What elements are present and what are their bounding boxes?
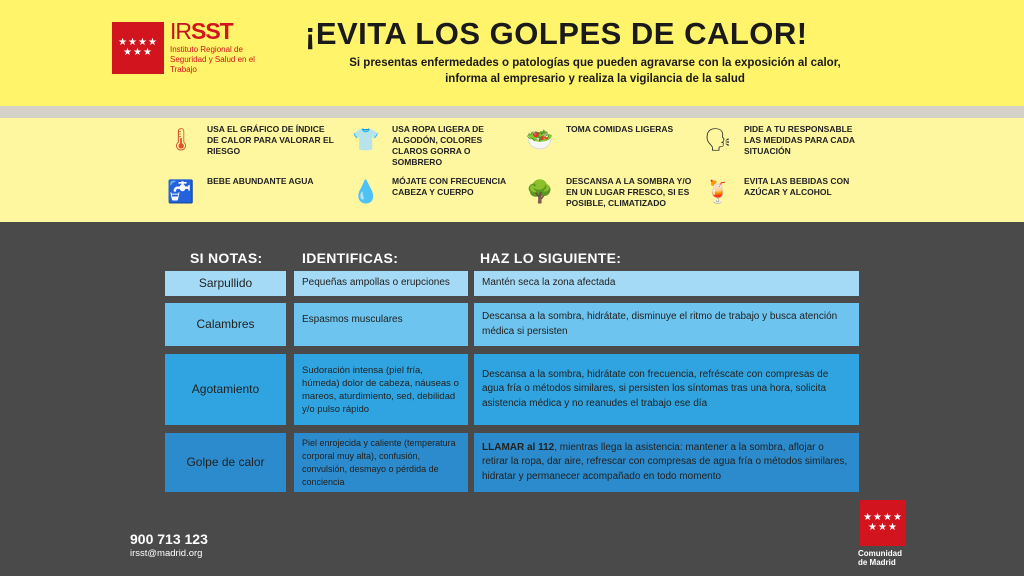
symptom-golpe-de-calor: Golpe de calor <box>165 433 286 492</box>
action-text: , mientras llega la asistencia: mantener a la sombra, aflojar o retirar la ropa, dar aire, refrescar con compresas de agua fría o métodos similares, hidratar y permanecer acompañado en todo momento <box>482 441 848 482</box>
action-text-wrap <box>482 441 851 485</box>
stars-icon: ★★★★ ★★★ <box>118 37 158 58</box>
water-drops-icon: 💧 <box>352 179 380 205</box>
comunidad-madrid-logo <box>860 500 906 546</box>
food-icon: 🥗 <box>526 127 554 153</box>
madrid-label-line-1: Comunidad <box>858 549 902 558</box>
tip-item <box>524 176 694 209</box>
action-sarpullido <box>474 271 859 296</box>
symptom-sarpullido: Sarpullido <box>165 271 286 296</box>
org-name: Instituto Regional de Seguridad y Salud en el Trabajo <box>170 45 255 74</box>
tip-item <box>524 124 694 156</box>
water-tap-icon: 🚰 <box>167 179 195 205</box>
tip-text: PIDE A TU RESPONSABLE LAS MEDIDAS PARA CADA SITUACIÓN <box>744 124 855 156</box>
tip-item <box>350 124 510 168</box>
email-address[interactable]: irsst@madrid.org <box>130 548 203 559</box>
tip-item <box>702 124 862 157</box>
comunidad-madrid-label <box>858 549 902 567</box>
tip-text: USA ROPA LIGERA DE ALGODÓN, COLORES CLAROS GORRA O SOMBRERO <box>392 124 484 167</box>
phone-number: 900 713 123 <box>130 531 208 547</box>
tip-item <box>350 176 510 208</box>
tip-item <box>165 176 335 208</box>
identify-agotamiento: Sudoración intensa (piel fría, húmeda) dolor de cabeza, náuseas o mareos, aturdimiento, sed, debilidad y/o pulso rápido <box>294 354 468 425</box>
tip-text: DESCANSA A LA SOMBRA Y/O EN UN LUGAR FRESCO, SI ES POSIBLE, CLIMATIZADO <box>566 176 692 208</box>
symptom-agotamiento: Agotamiento <box>165 354 286 425</box>
identify-golpe-de-calor: Piel enrojecida y caliente (temperatura corporal muy alta), confusión, convulsión, desmayo o pérdida de conciencia <box>294 433 468 492</box>
tip-text: BEBE ABUNDANTE AGUA <box>207 176 314 186</box>
speaking-head-icon: 🗣 <box>704 127 732 153</box>
page-subtitle <box>310 55 880 87</box>
subtitle-line-1: Si presentas enfermedades o patologías que pueden agravarse con la exposición al calor, <box>349 57 841 69</box>
tip-text: EVITA LAS BEBIDAS CON AZÚCAR Y ALCOHOL <box>744 176 850 197</box>
madrid-label-line-2: de Madrid <box>858 558 896 567</box>
header-banner <box>0 0 1024 106</box>
brand-prefix: IR <box>170 18 191 44</box>
symptom-calambres: Calambres <box>165 303 286 346</box>
action-text: Descansa a la sombra, hidrátate con frecuencia, refréscate con compresas de agua fría o métodos similares, si persisten los síntomas tras una hora, solicita asistencia médica y no reanudes el trabajo ese día <box>482 368 829 409</box>
subtitle-line-2: informa al empresario y realiza la vigilancia de la salud <box>445 73 745 85</box>
action-text: Mantén seca la zona afectada <box>482 277 616 289</box>
tree-icon: 🌳 <box>526 179 554 205</box>
tshirt-icon: 👕 <box>352 127 380 153</box>
header-haz-lo-siguiente: HAZ LO SIGUIENTE: <box>480 250 622 266</box>
tip-item <box>702 176 862 208</box>
identify-calambres: Espasmos musculares <box>294 303 468 346</box>
header-identificas: IDENTIFICAS: <box>302 250 399 266</box>
call-112-text: LLAMAR al 112 <box>482 441 555 453</box>
irsst-logo <box>170 18 233 45</box>
identify-sarpullido: Pequeñas ampollas o erupciones <box>294 271 468 296</box>
action-calambres <box>474 303 859 346</box>
tip-text: MÓJATE CON FRECUENCIA CABEZA Y CUERPO <box>392 176 506 197</box>
action-agotamiento <box>474 354 859 425</box>
tip-text: USA EL GRÁFICO DE ÍNDICE DE CALOR PARA VALORAR EL RIESGO <box>207 124 334 156</box>
page-title: ¡EVITA LOS GOLPES DE CALOR! <box>305 16 808 51</box>
thermometer-sun-icon: 🌡 <box>167 127 195 153</box>
divider-stripe <box>0 106 1024 118</box>
madrid-flag-logo <box>112 22 164 74</box>
tips-panel <box>0 118 1024 222</box>
tip-text: TOMA COMIDAS LIGERAS <box>566 124 674 134</box>
drink-icon: 🍹 <box>704 179 732 205</box>
tip-item <box>165 124 335 157</box>
stars-icon: ★★★★ ★★★ <box>863 512 903 533</box>
header-si-notas: SI NOTAS: <box>190 250 263 266</box>
action-text: Descansa a la sombra, hidrátate, disminuye el ritmo de trabajo y busca atención médica si persisten <box>482 311 838 337</box>
action-golpe-de-calor <box>474 433 859 492</box>
brand-suffix: SST <box>191 18 233 44</box>
